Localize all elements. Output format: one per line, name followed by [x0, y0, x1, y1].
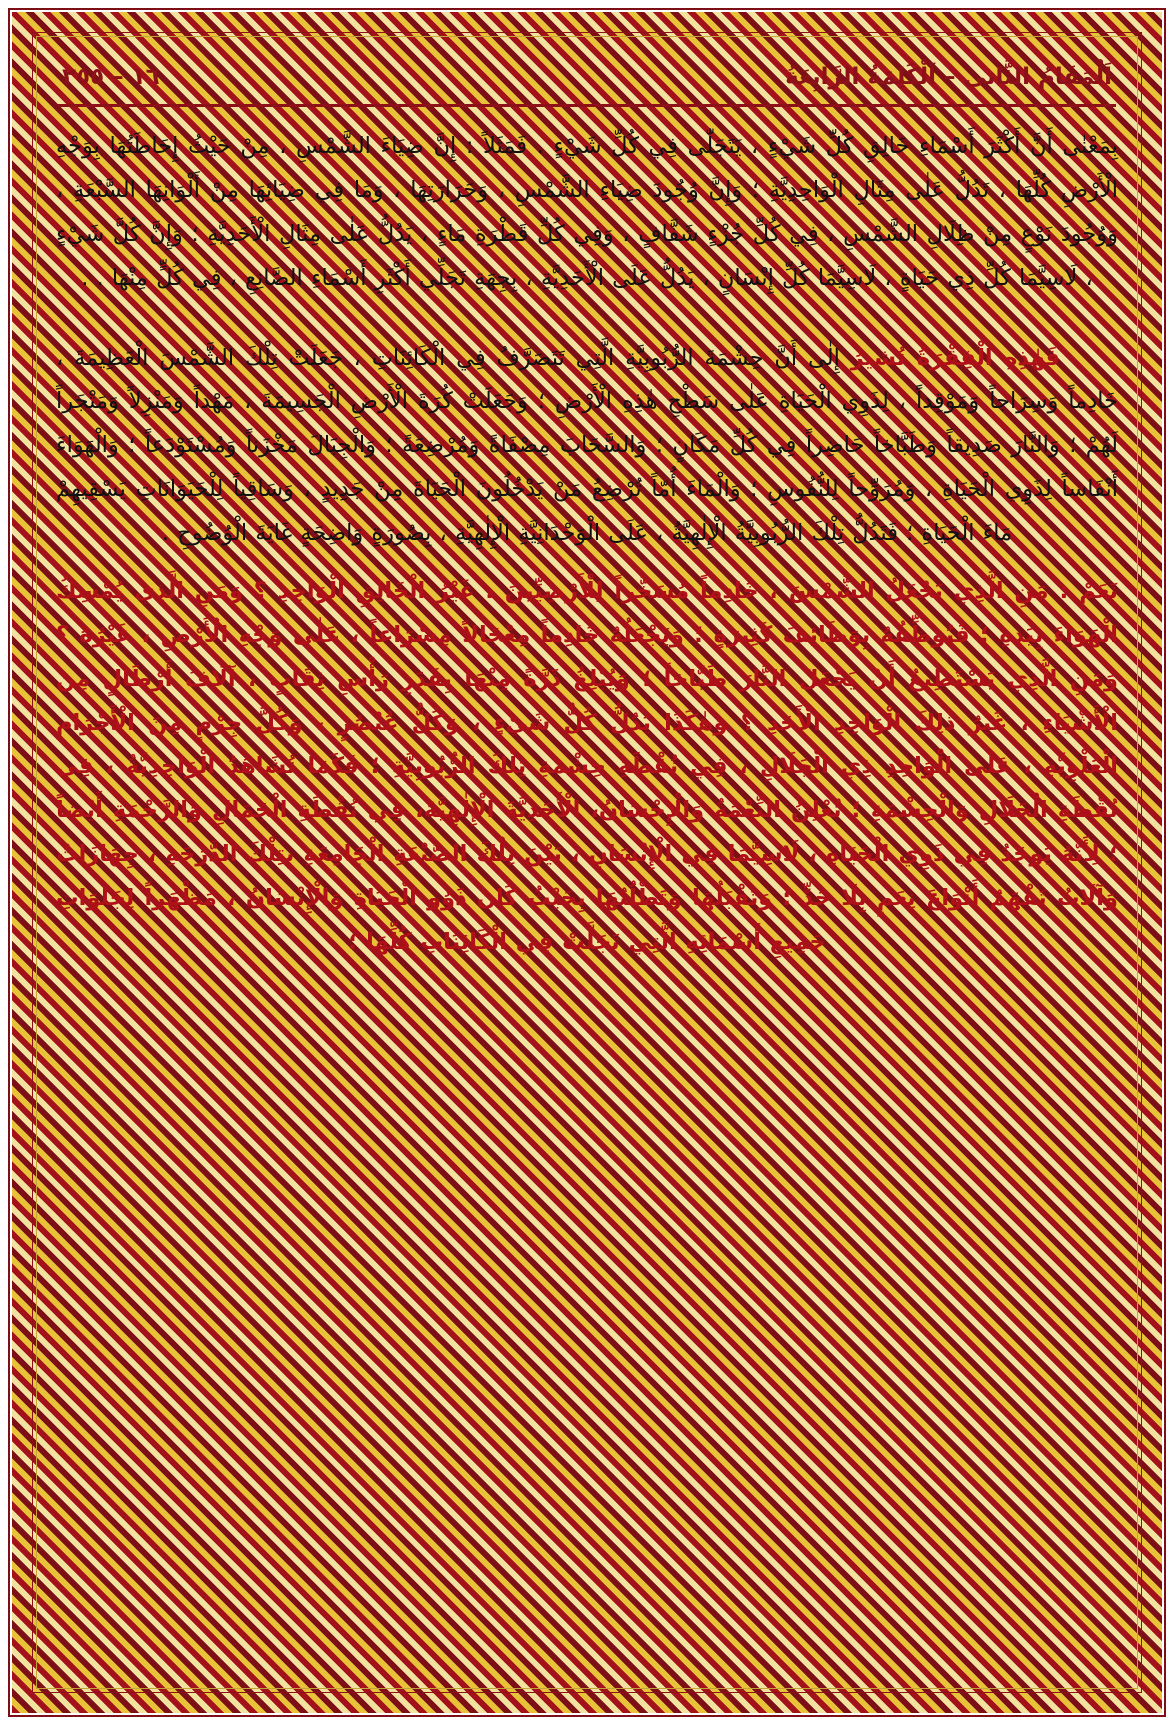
page-number: ١٦ – ٢٥٥ [62, 64, 160, 90]
page-header [56, 52, 1118, 98]
paragraph-3: نَعَمْ : مَنِ الَّذِي يَجْعَلُ الشَّمْسَ ، خَادِماً مُسَخَّراً لِلْأَرْضِيِّينَ ، غَيْرُ الْخَالِقِ الْوَاحِدِ ؟ وَمَنِ الَّذِي يُمْسِكُ الْهَوَاءَ بِيَدِهِ ؛ فَيُوَظِّفُهُ بِوَظَائِفَ كَثِيرَةٍ ؛ وَيَجْعَلُهُ خَادِماً مِعْجَالاً مِسْرَاعاً ، عَلٰى وَجْهِ الْأَرْضِ ، غَيْرُهُ ؟ وَمَنِ الَّذِي يَسْتَطِيعُ أَنْ يَجْعَلَ النَّارَ طَبَّاخاً ؛ وَيُبْلِغُ ذَرَّةً مِنْهَا بِقَدَرِ رَأْسِ ثِقَابٍ ، آلَافَ أَرْطَالٍ مِنَ الْأَشْيَاءِ ، غَيْرُ ذٰلِكَ الْوَاحِدِ الْأَحَدِ ؟ وَهٰكَذَا يَدُلُّ كُلُّ شَيْءٍ ، وَكُلُّ عُنْصُرٍ ، وَكُلُّ جِرْمٍ مِنَ الْأَجْرَامِ الْعُلْوِيَّةِ ، عَلَى الْوَاحِدِ ذِي الْجَلَالِ ، فِي نُقْطَةِ حِشْمَةِ تِلْكَ الرُّبُوبِيَّةِ ؛ فَكَمَا تُشَاهَدُ الْوَاحِدِيَّةُ ، فِي نُقْطَةِ الْجَلَالِ وَالْحِشْمَةِ ؛ تُعْلِنُ النِّعْمَةُ وَالْإِحْسَانُ، الْأَحَدِيَّةَ الْإِلٰهِيَّةَ، فِي نُقْطَةِ الْجَمَالِ وَالرَّحْمَةِ أَيْضاً ؛ لِأَنَّهُ يُوجَدُ فِي ذَوِي الْحَيَاةِ ، لَاسِيَّمَا فِي الْإِنْسَانِ ، بَيْنَ تِلْكَ الصَّنْعَةِ الْجَامِعَةِ بِتِلْكَ الدَّرَجَةِ ، جِهَازَاتٌ وَآلَاتٌ تَفْهَمُ أَنْوَاعَ نِعَمٍ بِلَا حَدٍّ ؛ وَتَقْبَلُهَا وَتَطْلُبُهَا بِحَيْثُ كَانَ ذَوُو الْحَيَاةِ وَالْإِنْسَانُ ، مَظْهَراً لِجَلَوَاتِ جَمِيعِ أَسْمَائِهِ الَّتِي تَجَلَّتْ فِي الْكَائِنَاتِ كُلِّهَا ؛ [56, 577, 1118, 955]
paragraph-2 [56, 337, 1118, 556]
paragraph-spacer [56, 315, 1118, 337]
body-text [56, 125, 1118, 965]
page-title: اَلْمَقَامُ الثَّاني – اَلْكَلِمَةُ الرَّابِعَةُ [785, 64, 1112, 90]
paragraph-1: بِمَعْنٰى أَنَّ أَكْثَرَ أَسْمَاءِ خَالِقِ كُلِّ شَيْءٍ ، يَتَجَلّٰى فِي كُلِّ شَيْءٍ . فَمَثَلاً : إِنَّ ضِيَاءَ الشَّمْسِ ، مِنْ حَيْثُ إِحَاطَتُهَا بِوَجْهِ الْأَرْضِ كُلِّهَا ، تَدُلُّ عَلٰى مِثَالِ الْوَاحِدِيَّةِ ؛ وَإِنَّ وُجُودَ ضِيَاءِ الشَّمْسِ ، وَحَرَارَتِهَا ، وَمَا فِي ضِيَائِهَا مِنْ أَلْوَانِهَا السَّبْعَةِ ، وَوُجُودَ نَوْعٍ مِنْ ظِلَالِ الشَّمْسِ ، فِي كُلِّ جُزْءٍ شَفَّافٍ ، وَفِي كُلِّ قَطْرَةِ مَاءٍ ، يَدُلُّ عَلٰى مِثَالِ الْأَحَدِيَّةِ ؛ وَإِنَّ كُلَّ شَيْءٍ ، لَاسِيَّمَا كُلِّ ذِي حَيَاةٍ ، لَاسِيَّمَا كُلِّ إِنْسَانٍ ، يَدُلُّ عَلَى الْأَحَدِيَّةِ ، بِجِهَةِ تَجَلِّي أَكْثَرِ أَسْمَاءِ الصَّانِعِ ، فِي كُلٍّ مِنْهَا . . [56, 133, 1118, 291]
page-content [56, 52, 1118, 1673]
paragraph-2-lead: فَهٰذِهِ الْفِقْرَةُ تُشيرُ [850, 344, 1060, 371]
header-divider [58, 104, 1116, 107]
paragraph-2-body: إِلٰى أَنَّ حِشْمَةَ الرُّبُوبِيَّةِ الَّتِي تَتَصَرَّفُ فِي الْكَائِنَاتِ ، جَعَلَتْ تِلْكَ الشَّمْسَ الْعَظِيمَةَ ، خَادِماً وَسِرَاجاً وَمَوْقِداً ، لِذَوِي الْحَيَاةِ عَلٰى سَطْحِ هٰذِهِ الْأَرْضِ ؛ وَجَعَلَتْ كُرَةَ الْأَرْضِ الْجَسِيمَةَ ، مَهْداً وَمَنْزِلاً وَمَتْجَراً لَهُمْ ؛ وَالنَّارَ صَدِيقاً وَطَبَّاخاً حَاضِراً فِي كُلِّ مَكَانٍ ؛ وَالسَّحَابَ مِصْفَاةً وَمُرْضِعَةً ؛ وَالْجِبَالَ مَخْزَناً وَمُسْتَوْدَعاً ؛ وَالْهَوَاءَ أَنْفَاساً لِذَوِي الْحَيَاةِ ، وَمُرَوِّحاً لِلنُّفُوسِ ؛ وَالْمَاءَ أُمّاً تُرْضِعُ مَنْ يَدْخُلُونَ الْحَيَاةَ مِنْ جَدِيدٍ ، وَسَاقِياً لِلْحَيَوَانَاتِ يَسْقِيهِمْ مَاءَ الْحَيَاةِ ؛ فَتَدُلُّ تِلْكَ الرُّبُوبِيَّةُ الْإِلٰهِيَّةُ ، عَلَى الْوَحْدَانِيَّةِ الْإِلٰهِيَّةِ ، بِصُورَةٍ وَاضِحَةٍ غَايَةَ الْوُضُوحِ . [56, 344, 1118, 546]
